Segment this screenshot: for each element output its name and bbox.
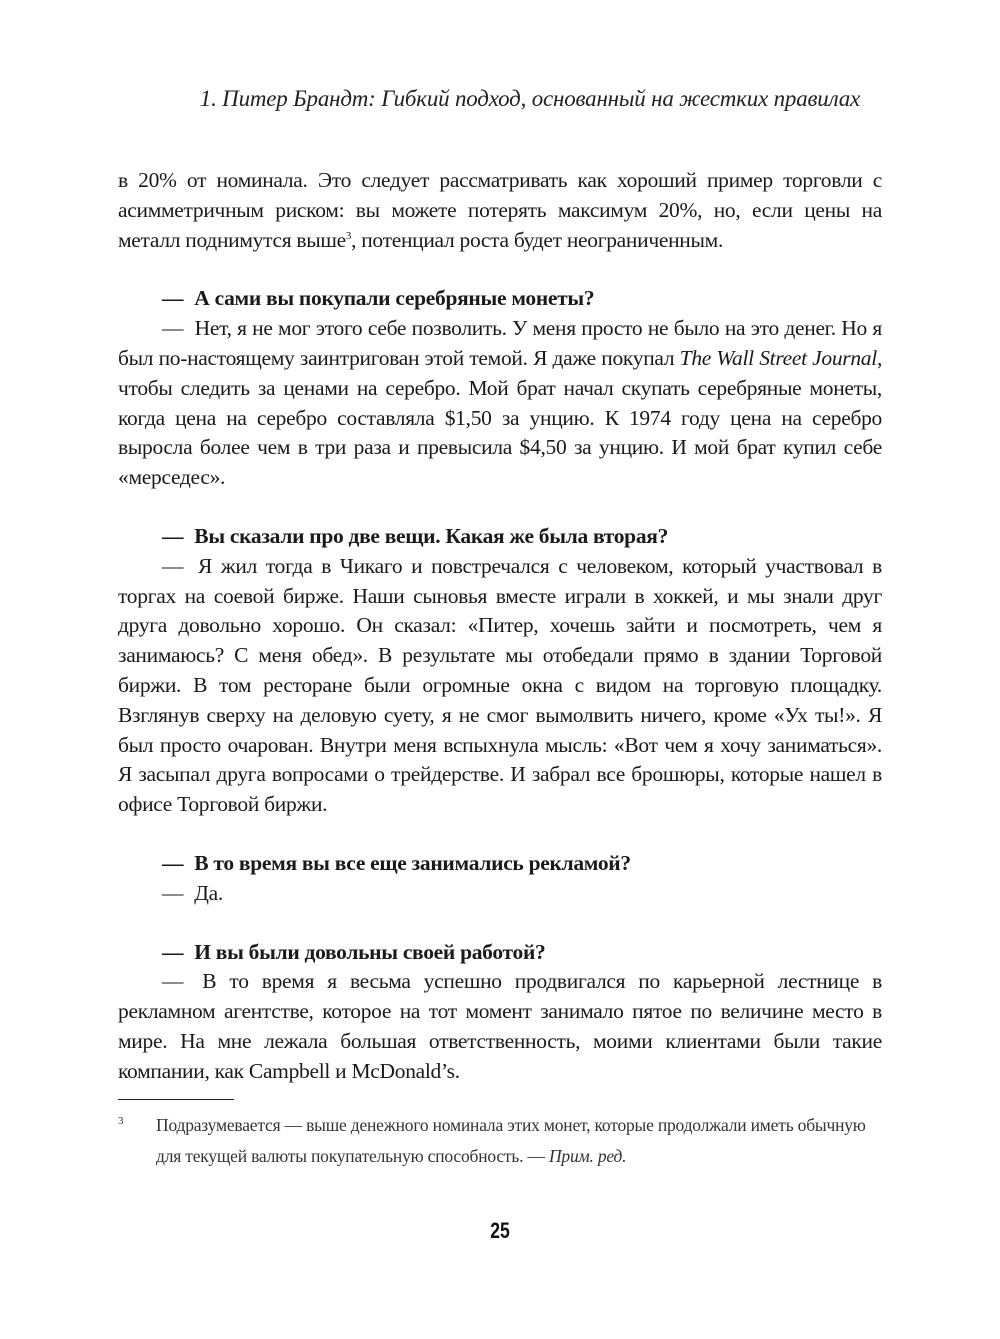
answer-text: Я жил тогда в Чикаго и повстречался с человеком, который участвовал в торгах на соевой бирже. Наши сыновья вместе играли в хоккей, и мы знали друг друга довольно хорошо. Он сказал: «Питер, хочешь зайти и посмотреть, чем я занимаюсь? С меня обед». В результате мы отобедали прямо в здании Торговой биржи. В том ресторане были огромные окна с видом на торговую площадку. Взглянув сверху на деловую суету, я не смог вымолвить ничего, кроме «Ух ты!». Я был просто очарован. Внутри меня вспыхнула мысль: «Вот чем я хочу заниматься». Я засыпал друга вопросами о трейдерстве. И забрал все брошюры, которые нашел в офисе Торговой биржи. [118, 553, 883, 817]
running-head: 1. Питер Брандт: Гибкий подход, основанный на жестких правилах [199, 86, 860, 111]
footnote-text [156, 1110, 884, 1172]
question-text: И вы были довольны своей работой? [194, 939, 546, 964]
footnote [118, 1110, 884, 1172]
question-1 [118, 284, 882, 314]
question-3 [118, 849, 882, 879]
answer-3 [118, 879, 882, 909]
answer-text: Да. [194, 880, 223, 905]
paragraph-intro [118, 166, 882, 255]
em-dash: — [162, 850, 184, 875]
answer-1 [118, 314, 882, 493]
em-dash: — [162, 880, 184, 905]
paragraph-text: в 20% от номинала. Это следует рассматривать как хороший пример торговли с асимметричным риском: вы можете потерять максимум 20%, но, если цены на металл поднимутся выше [118, 168, 882, 252]
answer-4 [118, 967, 882, 1086]
publication-title: The Wall Street Journal [679, 345, 877, 370]
answer-text: В то время я весьма успешно продвигался по карьерной лестнице в рекламном агентстве, которое на тот момент занимало пятое по величине место в мире. На мне лежала большая ответственность, моими клиентами были такие компании, как Campbell и McDonald’s. [118, 969, 883, 1083]
footnote-number: 3 [118, 1115, 124, 1127]
question-2 [118, 522, 882, 552]
em-dash: — [162, 939, 184, 964]
em-dash: — [162, 286, 184, 311]
em-dash: — [162, 553, 184, 578]
footnote-divider [118, 1099, 234, 1100]
answer-2 [118, 552, 882, 820]
em-dash: — [162, 523, 184, 548]
em-dash: — [162, 316, 184, 341]
footnote-body: Подразумевается — выше денежного номинала этих монет, которые продолжали иметь обычную для текущей валюты покупательную способность. — [156, 1115, 866, 1166]
editor-note: Прим. ред. [548, 1146, 627, 1166]
page-number: 25 [490, 1218, 510, 1243]
answer-text: Нет, я не мог этого себе позволить. У меня просто не было на это денег. Но я был по-настоящему заинтригован этой темой. Я даже покупал [118, 316, 883, 370]
question-text: А сами вы покупали серебряные монеты? [194, 286, 595, 311]
footnote-reference[interactable]: 3 [345, 229, 352, 242]
paragraph-text: , потенциал роста будет неограниченным. [351, 227, 724, 252]
answer-text: , чтобы следить за ценами на серебро. Мой брат начал скупать серебряные монеты, когда цена на серебро составляла $1,50 за унцию. К 1974 году цена на серебро выросла более чем в три раза и превысила $4,50 за унцию. И мой брат купил себе «мерседес». [118, 345, 883, 490]
page-body [118, 166, 882, 1087]
em-dash: — [162, 969, 184, 994]
question-4 [118, 938, 882, 968]
question-text: В то время вы все еще занимались рекламой? [194, 850, 631, 875]
question-text: Вы сказали про две вещи. Какая же была вторая? [194, 523, 669, 548]
